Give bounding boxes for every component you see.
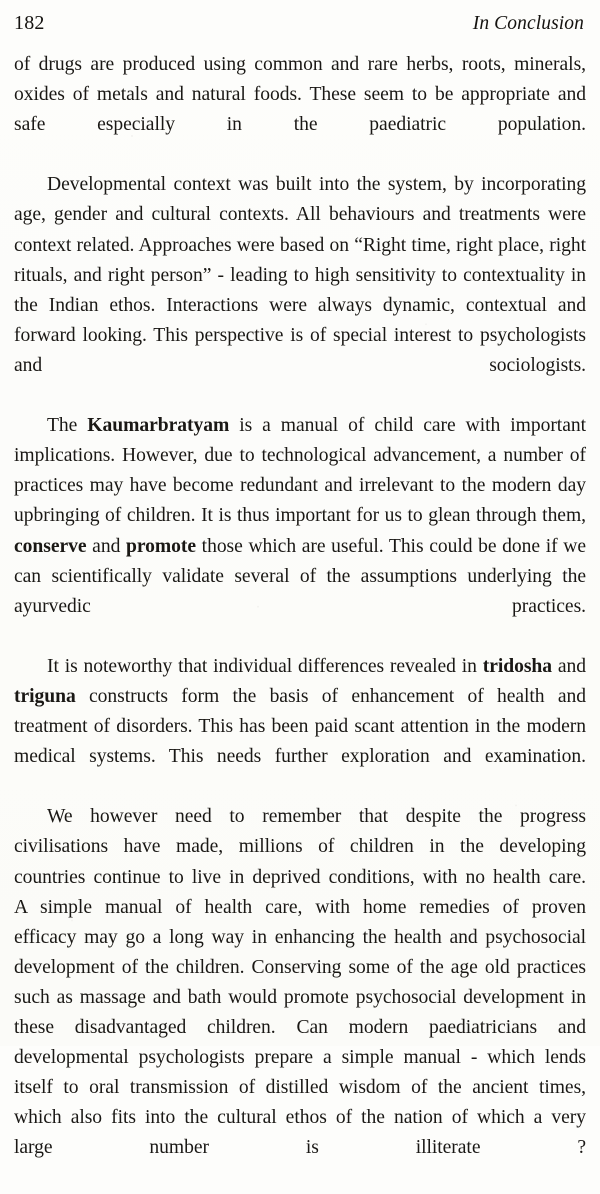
paragraph: of drugs are produced using common and rare herbs, roots, minerals, oxides of metals and natural foods. These seem to be appropriate and safe especially in the paediatric population. (14, 54, 586, 136)
text-run: and (552, 655, 587, 677)
emphasised-term: triguna (14, 685, 76, 707)
emphasised-term: tridosha (482, 655, 553, 677)
emphasised-term: conserve (14, 535, 87, 557)
emphasised-term: promote (125, 535, 197, 557)
text-run: constructs form the basis of enhancement of health and treatment of disorders. This has been paid scant attention in the modern medical systems. This needs further exploration and examination. (14, 685, 586, 768)
running-head (14, 12, 584, 38)
text-run: The (47, 415, 88, 437)
running-head-title: In Conclusion (472, 13, 584, 34)
text-run: It is noteworthy that individual differences revealed in (47, 655, 483, 677)
body-text-column (14, 50, 586, 1194)
text-run: and (86, 535, 126, 557)
emphasised-term: Kaumarbratyam (87, 415, 230, 437)
paragraph (14, 652, 586, 802)
page-number: 182 (14, 12, 45, 34)
paragraph: Developmental context was built into the system, by incorporating age, gender and cultural contexts. All behaviours and treatments were context related. Approaches were based on “Right time, right place, right rituals, and right person” - leading to high sensitivity to contextuality in the Indian ethos. Interactions were always dynamic, contextual and forward looking. This perspective is of special interest to psychologists and sociologists. (14, 174, 586, 376)
text-run: is a manual of child care with important implications. However, due to technological advancement, a number of practices may have become redundant and irrelevant to the modern day upbringing of children. It is thus important for us to glean through them, (14, 415, 586, 527)
paragraph: We however need to remember that despite the progress civilisations have made, millions of children in the developing countries continue to live in deprived conditions, with no health care. A simple manual of health care, with home remedies of proven efficacy may go a long way in enhancing the health and psychosocial development of the children. Conserving some of the age old practices such as massage and bath would promote psychosocial development in these disadvantaged children. Can modern paediatricians and developmental psychologists prepare a simple manual - which lends itself to oral transmission of distilled wisdom of the ancient times, which also fits into the cultural ethos of the nation of which a very large number is illiterate ? (14, 806, 586, 1159)
paragraph (14, 411, 586, 652)
text-run: those which are useful. This could be done if we can scientifically validate several of the assumptions underlying the ayurvedic practices. (14, 535, 586, 617)
